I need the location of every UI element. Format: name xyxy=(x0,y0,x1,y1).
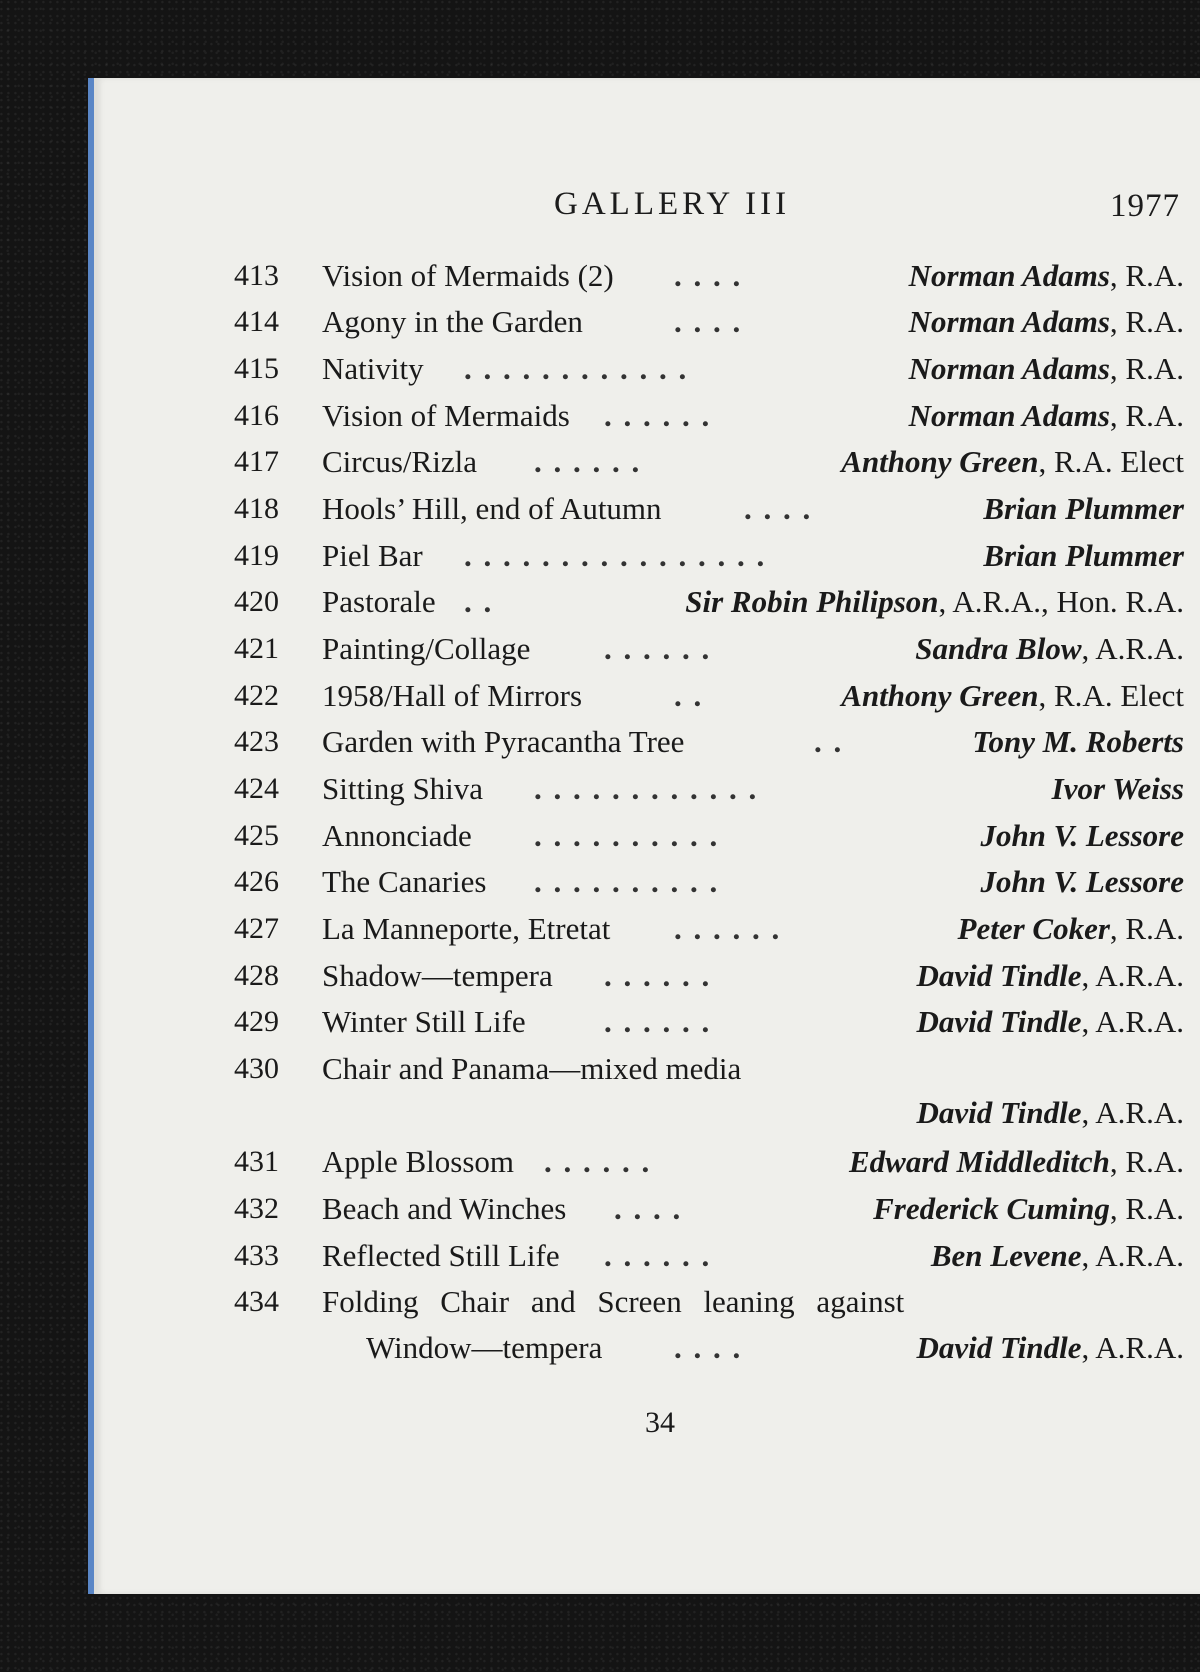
artist xyxy=(958,907,1184,951)
artist-honours: , R.A. xyxy=(1109,911,1184,946)
work-title: Hools’ Hill, end of Autumn xyxy=(322,491,662,526)
leader-dots: . . . . . . . . . . . . . . . . xyxy=(464,538,767,573)
leader-dots: . . . . xyxy=(674,1330,743,1365)
list-item xyxy=(94,394,1200,438)
artist-name: David Tindle xyxy=(916,1004,1082,1039)
catalogue-number: 424 xyxy=(234,772,279,805)
artist-name: Norman Adams xyxy=(908,398,1110,433)
artist-honours: , R.A. Elect xyxy=(1038,678,1184,713)
work-title: Shadow—tempera xyxy=(322,958,553,993)
artist-honours: , A.R.A. xyxy=(1081,1095,1184,1130)
artist xyxy=(841,440,1184,484)
artist-name: Anthony Green xyxy=(841,444,1039,479)
artist-name: Tony M. Roberts xyxy=(972,724,1184,759)
list-item xyxy=(94,907,1200,951)
catalogue-number: 426 xyxy=(234,865,279,898)
list-item xyxy=(94,300,1200,344)
artist-name: Peter Coker xyxy=(957,911,1110,946)
artist-name: John V. Lessore xyxy=(980,864,1184,899)
artist xyxy=(983,487,1184,531)
artist-honours: , R.A. Elect xyxy=(1038,444,1184,479)
work-title: The Canaries xyxy=(322,864,487,899)
list-item xyxy=(94,1047,1200,1091)
catalogue-number: 423 xyxy=(234,725,279,758)
leader-dots: . . . . . . xyxy=(604,1004,712,1039)
leader-dots: . . . . . . xyxy=(674,911,782,946)
list-item xyxy=(94,767,1200,811)
artist-name: Ivor Weiss xyxy=(1051,771,1184,806)
work-title: Chair and Panama—mixed media xyxy=(322,1051,742,1086)
work-title: La Manneporte, Etretat xyxy=(322,911,611,946)
artist-name: Brian Plummer xyxy=(983,491,1184,526)
work-title: Pastorale xyxy=(322,584,436,619)
leader-dots: . . xyxy=(814,724,844,759)
catalogue-number: 431 xyxy=(234,1145,279,1178)
work-title: Painting/Collage xyxy=(322,631,531,666)
leader-dots: . . . . . . xyxy=(604,398,712,433)
leader-dots: . . . . . . xyxy=(604,631,712,666)
catalogue-page xyxy=(88,78,1200,1594)
list-item xyxy=(94,674,1200,718)
artist-honours: , A.R.A., Hon. R.A. xyxy=(938,584,1184,619)
artist-name: Norman Adams xyxy=(908,351,1110,386)
artist xyxy=(916,954,1184,998)
work-title: Reflected Still Life xyxy=(322,1238,560,1273)
artist-name: Brian Plummer xyxy=(983,538,1184,573)
work-title: Nativity xyxy=(322,351,424,386)
leader-dots: . . . . . . . . . . . . xyxy=(464,351,689,386)
artist xyxy=(841,674,1184,718)
work-title: Agony in the Garden xyxy=(322,304,583,339)
artist xyxy=(916,1000,1184,1044)
catalogue-number: 413 xyxy=(234,259,279,292)
list-item xyxy=(94,1280,1200,1324)
artist-name: Frederick Cuming xyxy=(873,1191,1110,1226)
catalogue-number: 417 xyxy=(234,445,279,478)
artist-honours: , A.R.A. xyxy=(1081,1004,1184,1039)
artist xyxy=(980,860,1184,904)
list-item-continuation xyxy=(94,1326,1200,1370)
list-item xyxy=(94,720,1200,764)
list-item xyxy=(94,1000,1200,1044)
work-title-continuation: Window—tempera xyxy=(366,1330,603,1365)
list-item xyxy=(94,1140,1200,1184)
artist-honours: , R.A. xyxy=(1109,1144,1184,1179)
catalogue-number: 429 xyxy=(234,1005,279,1038)
work-title: Garden with Pyracantha Tree xyxy=(322,724,685,759)
list-item xyxy=(94,534,1200,578)
catalogue-number: 419 xyxy=(234,539,279,572)
artist xyxy=(980,814,1184,858)
leader-dots: . . . . . . . . . . xyxy=(534,864,720,899)
catalogue-number: 420 xyxy=(234,585,279,618)
leader-dots: . . . . xyxy=(674,258,743,293)
leader-dots: . . . . . . xyxy=(544,1144,652,1179)
artist-name: Ben Levene xyxy=(930,1238,1082,1273)
artist-name: John V. Lessore xyxy=(980,818,1184,853)
artist-name: David Tindle xyxy=(916,1330,1082,1365)
artist xyxy=(915,627,1184,671)
catalogue-number: 422 xyxy=(234,679,279,712)
list-item xyxy=(94,487,1200,531)
catalogue-number: 425 xyxy=(234,819,279,852)
leader-dots: . . xyxy=(464,584,494,619)
catalogue-number: 421 xyxy=(234,632,279,665)
artist xyxy=(916,1091,1184,1135)
work-title: Circus/Rizla xyxy=(322,444,477,479)
work-title: 1958/Hall of Mirrors xyxy=(322,678,583,713)
artist-honours: , A.R.A. xyxy=(1081,631,1184,666)
work-title: Annonciade xyxy=(322,818,472,853)
artist-honours: , R.A. xyxy=(1109,1191,1184,1226)
artist-honours: , A.R.A. xyxy=(1081,1238,1184,1273)
catalogue-number: 415 xyxy=(234,352,279,385)
leader-dots: . . . . . . xyxy=(604,958,712,993)
artist-name: David Tindle xyxy=(916,1095,1082,1130)
work-title: Sitting Shiva xyxy=(322,771,484,806)
artist-honours: , R.A. xyxy=(1109,304,1184,339)
leader-dots: . . . . . . . . . . xyxy=(534,818,720,853)
artist xyxy=(873,1187,1184,1231)
leader-dots: . . . . . . . . . . . . xyxy=(534,771,759,806)
leader-dots: . . . . . . xyxy=(534,444,642,479)
artist xyxy=(916,1326,1184,1370)
list-item xyxy=(94,1187,1200,1231)
work-title: Apple Blossom xyxy=(322,1144,515,1179)
catalogue-number: 427 xyxy=(234,912,279,945)
leader-dots: . . . . . . xyxy=(604,1238,712,1273)
catalogue-number: 416 xyxy=(234,399,279,432)
work-title: Vision of Mermaids xyxy=(322,398,570,433)
catalogue-number: 428 xyxy=(234,959,279,992)
catalogue-number: 432 xyxy=(234,1192,279,1225)
catalogue-number: 430 xyxy=(234,1052,279,1085)
page-header xyxy=(94,186,1200,230)
list-item xyxy=(94,860,1200,904)
leader-dots: . . . . xyxy=(614,1191,683,1226)
catalogue-number: 433 xyxy=(234,1239,279,1272)
artist xyxy=(909,394,1184,438)
artist-name: Sir Robin Philipson xyxy=(685,584,939,619)
artist-honours: , R.A. xyxy=(1109,258,1184,293)
artist xyxy=(685,580,1184,624)
artist-honours: , A.R.A. xyxy=(1081,1330,1184,1365)
work-title: Vision of Mermaids (2) xyxy=(322,258,614,293)
artist xyxy=(1052,767,1184,811)
artist xyxy=(983,534,1184,578)
artist xyxy=(909,254,1184,298)
list-item xyxy=(94,440,1200,484)
leader-dots: . . . . xyxy=(744,491,813,526)
artist-name: Anthony Green xyxy=(841,678,1039,713)
list-item xyxy=(94,347,1200,391)
page-number: 34 xyxy=(645,1406,675,1439)
artist-name: David Tindle xyxy=(916,958,1082,993)
list-item xyxy=(94,954,1200,998)
work-title: Winter Still Life xyxy=(322,1004,526,1039)
catalogue-year: 1977 xyxy=(1110,188,1180,224)
artist xyxy=(909,300,1184,344)
artist-honours: , R.A. xyxy=(1109,398,1184,433)
catalogue-number: 434 xyxy=(234,1285,279,1318)
artist-name: Sandra Blow xyxy=(915,631,1082,666)
artist xyxy=(849,1140,1184,1184)
gallery-title: GALLERY III xyxy=(554,186,791,222)
artist-name: Norman Adams xyxy=(908,258,1110,293)
work-title: Piel Bar xyxy=(322,538,423,573)
artist-honours: , A.R.A. xyxy=(1081,958,1184,993)
artist-name: Edward Middleditch xyxy=(848,1144,1110,1179)
list-item xyxy=(94,1234,1200,1278)
list-item xyxy=(94,254,1200,298)
catalogue-number: 418 xyxy=(234,492,279,525)
list-item xyxy=(94,580,1200,624)
list-item-continuation xyxy=(94,1091,1200,1135)
leader-dots: . . xyxy=(674,678,704,713)
artist-honours: , R.A. xyxy=(1109,351,1184,386)
list-item xyxy=(94,627,1200,671)
artist xyxy=(909,347,1184,391)
artist xyxy=(972,720,1184,764)
artist-name: Norman Adams xyxy=(908,304,1110,339)
work-title: Beach and Winches xyxy=(322,1191,567,1226)
work-title: Folding Chair and Screen leaning against xyxy=(322,1284,905,1319)
catalogue-number: 414 xyxy=(234,305,279,338)
artist xyxy=(931,1234,1184,1278)
list-item xyxy=(94,814,1200,858)
leader-dots: . . . . xyxy=(674,304,743,339)
